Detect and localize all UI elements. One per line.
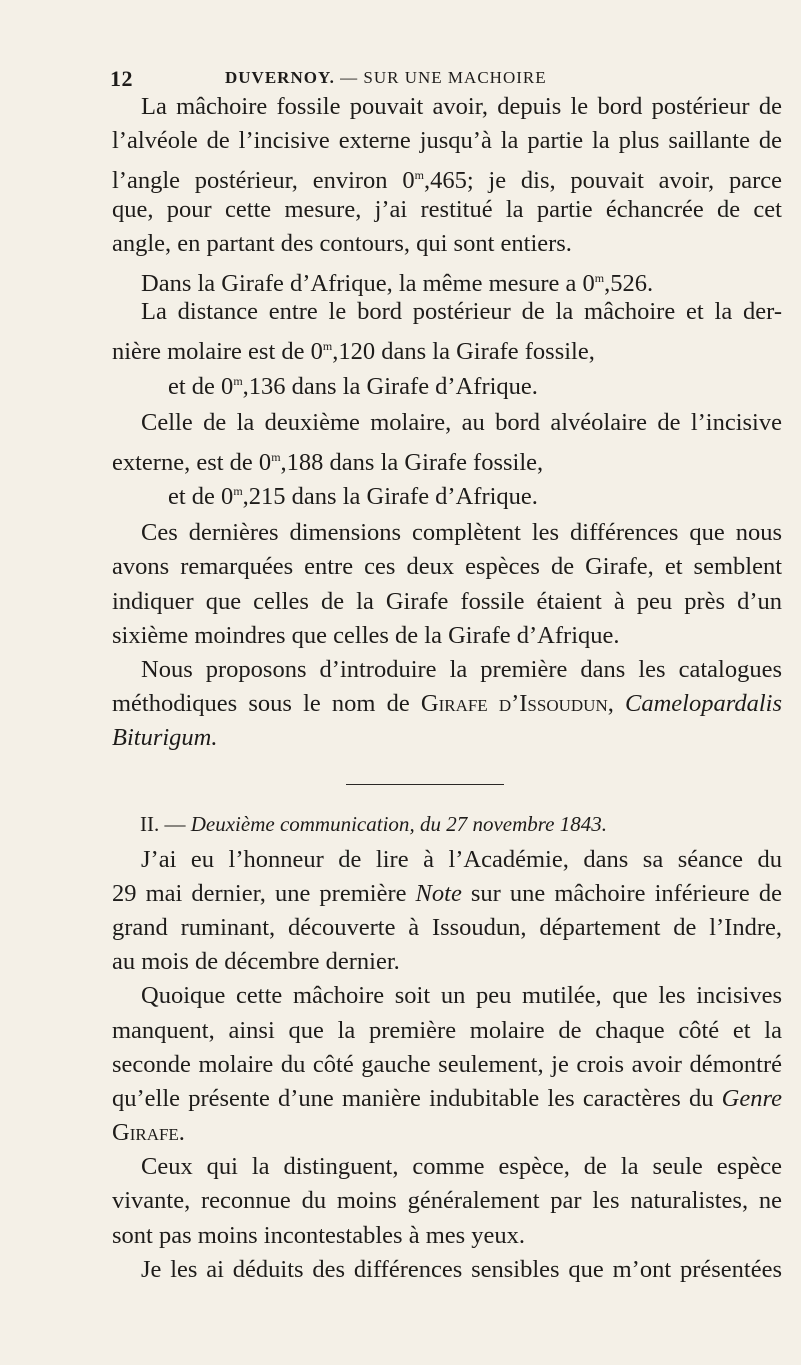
unit-mark: m [322,339,333,354]
section-date: 27 novembre 1843. [446,811,607,836]
text-fragment: sur une mâchoire inférieure de [461,879,782,907]
text-line [112,721,782,755]
section-heading [112,807,782,843]
text-line [112,440,782,474]
text-fragment: méthodiques sous le nom de [112,690,421,718]
text-line: J’ai eu l’honneur de lire à l’Académie, dans sa séance du [141,845,782,873]
text-fragment: et de 0 [168,483,234,511]
text-line: La mâchoire fossile pouvait avoir, depuis le bord postérieur de [141,93,782,120]
text-fragment: 29 mai dernier, une première [112,879,416,907]
text-line: l’alvéole de l’incisive externe jusqu’à la partie la plus saillante de [112,127,782,155]
text-line: vivante, reconnue du moins généralement par les naturalistes, ne [112,1187,782,1215]
species-latin-name: Biturigum. [112,724,218,752]
section-title: Deuxième communication [190,811,410,836]
text-line: Celle de la deuxième molaire, au bord alvéolaire de l’incisive [141,408,782,436]
section-number: II. — [140,811,191,836]
running-head [225,68,547,88]
text-line [112,474,782,511]
section-date-prefix: , du [409,811,447,836]
text-fragment: ,188 dans la Girafe fossile, [280,448,544,476]
text-line: sont pas moins incontestables à mes yeux. [112,1221,526,1249]
text-line: angle, en partant des contours, qui sont entiers. [112,229,572,257]
text-fragment: ,215 dans la Girafe d’Afrique. [242,483,538,511]
text-fragment: l’angle postérieur, environ 0 [112,167,415,195]
text-line [112,364,782,398]
text-line [112,687,782,721]
text-fragment: et de 0 [168,372,234,400]
running-head-author: DUVERNOY. [225,68,335,87]
text-line [112,1116,782,1150]
text-line: seconde molaire du côté gauche seulement, je crois avoir démontré [112,1050,782,1078]
text-fragment: ,136 dans la Girafe d’Afrique. [242,372,538,400]
body-text [112,90,782,1287]
text-line: La distance entre le bord postérieur de la mâchoire et la der- [141,298,782,326]
unit-mark: m [233,484,243,499]
text-fragment: externe, est de 0 [112,448,272,476]
text-fragment: qu’elle présente d’une manière indubitable les caractères du [112,1084,722,1112]
text-line: que, pour cette mesure, j’ai restitué la partie échancrée de cet [112,195,782,223]
text-line: manquent, ainsi que la première molaire de chaque côté et la [112,1016,782,1044]
text-line: Ceux qui la distinguent, comme espèce, de la seule espèce [141,1153,782,1181]
text-fragment: Dans la Girafe d’Afrique, la même mesure a 0 [141,269,595,297]
text-line: sixième moindres que celles de la Girafe d’Afrique. [112,621,620,649]
unit-mark: m [594,270,605,285]
text-fragment: ,526. [604,269,654,297]
page-number: 12 [110,66,133,91]
note-word: Note [415,879,462,907]
text-line: avons remarquées entre ces deux espèces de Girafe, et semblent [112,553,782,581]
unit-mark: m [414,168,424,183]
text-line: grand ruminant, découverte à Issoudun, département de l’Indre, [112,913,782,941]
text-fragment: nière molaire est de 0 [112,338,323,366]
unit-mark: m [271,449,281,464]
text-line: Quoique cette mâchoire soit un peu mutilée, que les incisives [141,982,782,1010]
species-name-smallcaps: Girafe d’Issoudun [420,690,608,718]
text-line: Nous proposons d’introduire la première dans les catalogues [141,656,782,683]
genre-word: Genre [721,1084,782,1112]
text-fragment: ,465; je dis, pouvait avoir, parce [423,167,782,195]
text-fragment: , [607,690,626,718]
text-line [112,1082,782,1116]
species-latin-name: Camelopardalis [625,690,783,718]
running-head-title: — SUR UNE MACHOIRE [340,68,547,87]
text-fragment: ,120 dans la Girafe fossile, [332,338,595,366]
text-line [112,329,782,366]
unit-mark: m [233,373,243,388]
section-divider [346,784,504,785]
text-line [112,158,782,195]
text-line: indiquer que celles de la Girafe fossile étaient à peu près d’un [112,587,782,615]
text-line: au mois de décembre dernier. [112,948,400,976]
girafe-smallcaps: Girafe. [112,1119,185,1147]
text-line [112,877,782,911]
text-line [112,261,782,295]
text-line: Ces dernières dimensions complètent les différences que nous [141,519,782,547]
text-line: Je les ai déduits des différences sensibles que m’ont présentées [141,1255,782,1283]
